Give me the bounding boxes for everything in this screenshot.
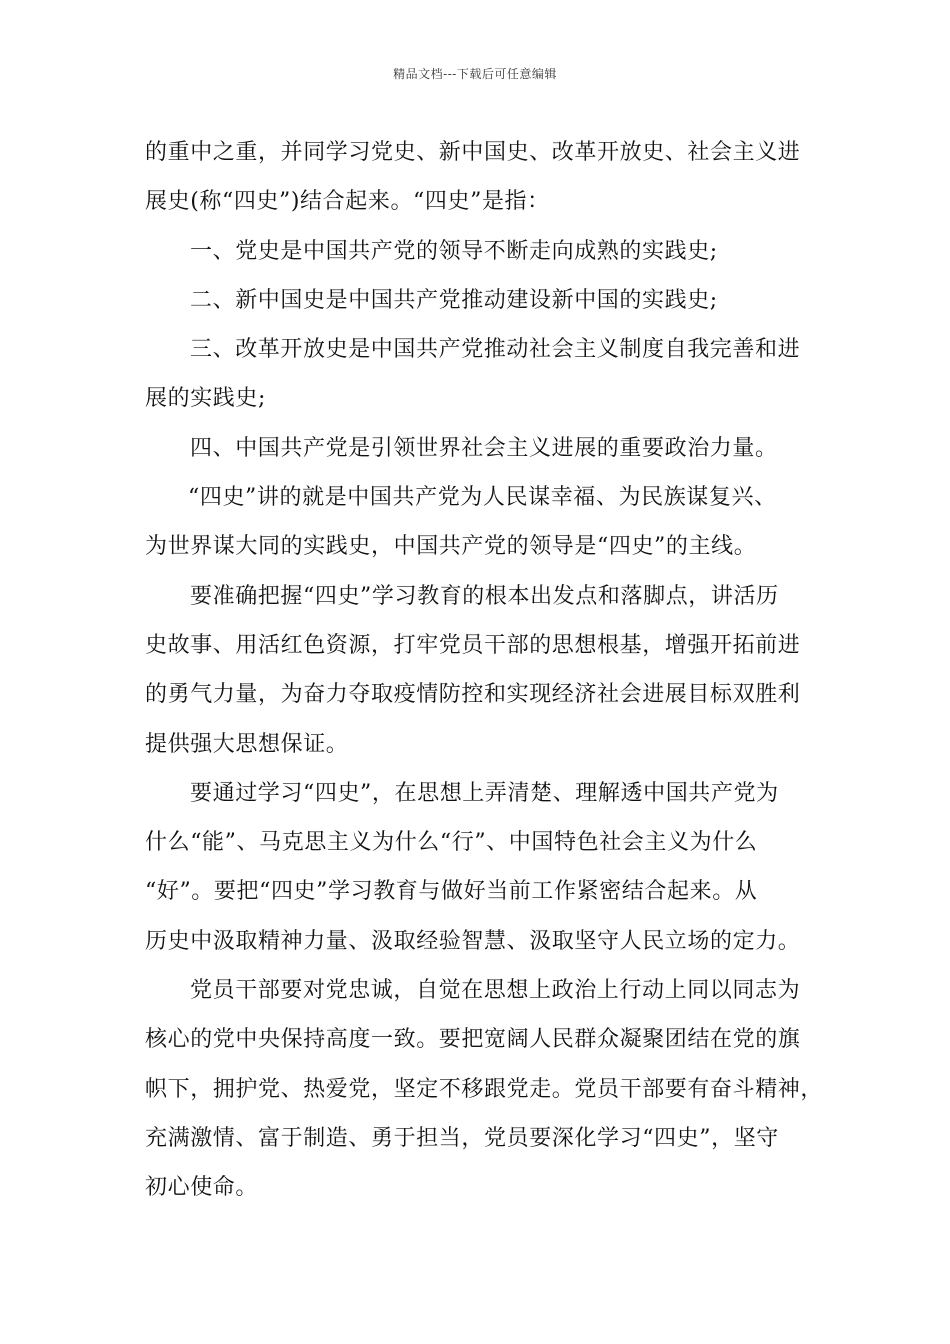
text-line: 为世界谋大同的实践史，中国共产党的领导是“四史”的主线。 <box>145 534 757 560</box>
text-line: 一、党史是中国共产党的领导不断走向成熟的实践史; <box>190 238 718 264</box>
text-line: 提供强大思想保证。 <box>145 731 349 757</box>
text-line: 史故事、用活红色资源，打牢党员干部的思想根基，增强开拓前进 <box>145 632 801 658</box>
text-line: 展史(称“四史”)结合起来。“四史”是指： <box>145 189 550 215</box>
text-line: 充满激情、富于制造、勇于担当，党员要深化学习“四史”，坚守 <box>145 1125 779 1151</box>
text-line: 三、改革开放史是中国共产党推动社会主义制度自我完善和进 <box>190 337 801 363</box>
text-line: 二、新中国史是中国共产党推动建设新中国的实践史; <box>190 287 718 313</box>
text-line: 党员干部要对党忠诚，自觉在思想上政治上行动上同以同志为 <box>190 978 801 1004</box>
document-body <box>145 128 824 1213</box>
text-line: 历史中汲取精神力量、汲取经验智慧、汲取坚守人民立场的定力。 <box>145 928 801 954</box>
text-line: 要通过学习“四史”，在思想上弄清楚、理解透中国共产党为 <box>190 780 779 806</box>
text-line: “好”。要把“四史”学习教育与做好当前工作紧密结合起来。从 <box>145 879 758 905</box>
text-line: 什么“能”、马克思主义为什么“行”、中国特色社会主义为什么 <box>145 830 758 856</box>
page-header: 精品文档---下载后可任意编辑 <box>393 67 557 81</box>
text-line: 的勇气力量，为奋力夺取疫情防控和实现经济社会进展目标双胜利 <box>145 682 801 708</box>
text-line: 要准确把握“四史”学习教育的根本出发点和落脚点，讲活历 <box>190 583 779 609</box>
text-line: 展的实践史; <box>145 386 267 412</box>
text-line: 帜下，拥护党、热爱党，坚定不移跟党走。党员干部要有奋斗精神， <box>145 1076 824 1102</box>
text-line: 初心使命。 <box>145 1175 259 1201</box>
text-line: 四、中国共产党是引领世界社会主义进展的重要政治力量。 <box>190 435 778 461</box>
text-line: 核心的党中央保持高度一致。要把宽阔人民群众凝聚团结在党的旗 <box>145 1027 801 1053</box>
text-line: 的重中之重，并同学习党史、新中国史、改革开放史、社会主义进 <box>145 140 801 165</box>
text-line: “四史”讲的就是中国共产党为人民谋幸福、为民族谋复兴、 <box>188 485 777 511</box>
